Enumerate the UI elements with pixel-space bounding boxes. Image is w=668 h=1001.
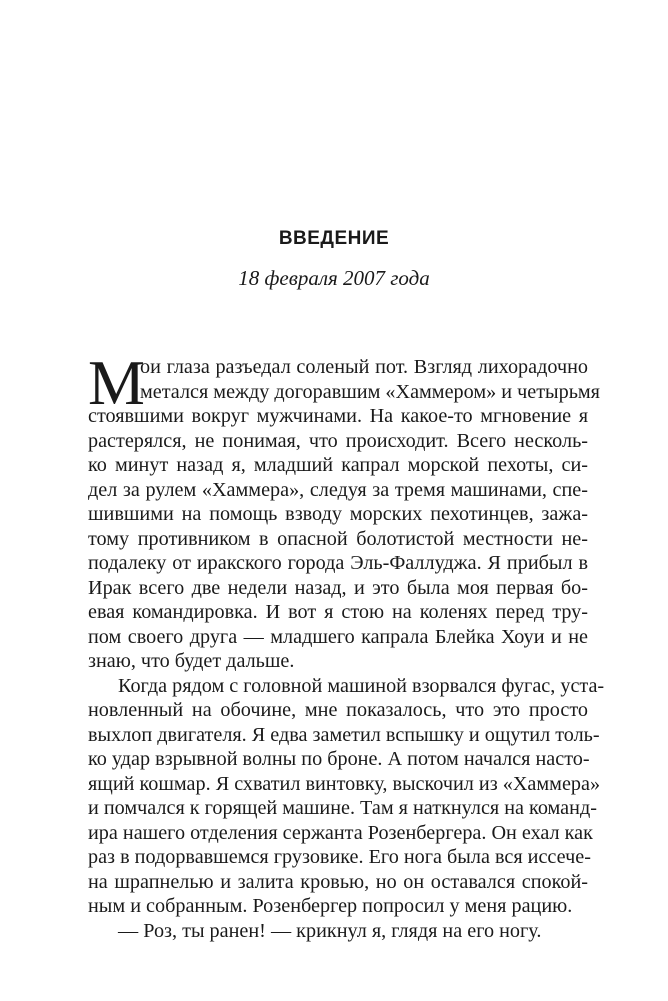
text-line: и помчался к горящей машине. Там я наткнулся на команд- <box>88 797 597 819</box>
paragraph-1 <box>88 347 600 674</box>
text-line: ящий кошмар. Я схватил винтовку, выскочил из «Хаммера» <box>88 772 601 795</box>
text-line: на шрапнелью и залита кровью, но он оставался спокой- <box>88 870 588 893</box>
text-line: знаю, что будет дальше. <box>88 650 295 672</box>
chapter-date: 18 февраля 2007 года <box>238 266 430 290</box>
text-line: ко удар взрывной волны по броне. А потом начался насто- <box>88 748 590 770</box>
text-line: растерялся, не понимая, что происходит. Всего несколь- <box>88 429 588 452</box>
text-line: шившими на помощь взводу морских пехотинцев, зажа- <box>88 503 588 525</box>
text-line: Когда рядом с головной машиной взорвался фугас, уста- <box>118 674 605 697</box>
text-line: метался между догоравшим «Хаммером» и четырьмя <box>140 380 600 403</box>
paragraph-3 <box>88 919 588 944</box>
chapter-title: ВВЕДЕНИЕ <box>278 228 390 249</box>
text-line: ои глаза разъедал соленый пот. Взгляд лихорадочно <box>140 356 588 378</box>
text-line: ко минут назад я, младший капрал морской пехоты, си- <box>88 454 588 476</box>
drop-cap: М <box>88 347 145 418</box>
text-line: новленный на обочине, мне показалось, что это просто <box>88 699 588 721</box>
text-line: ира нашего отделения сержанта Розенбергера. Он ехал как <box>88 821 593 844</box>
paragraph-2 <box>88 674 605 919</box>
text-line: — Роз, ты ранен! — крикнул я, глядя на его ногу. <box>118 919 542 942</box>
text-line: подалеку от иракского города Эль-Фаллуджа. Я прибыл в <box>88 552 588 574</box>
text-line: евая командировка. И вот я стою на коленях перед тру- <box>88 601 588 623</box>
text-line: Ирак всего две недели назад, и это была моя первая бо- <box>88 576 588 599</box>
text-line: выхлоп двигателя. Я едва заметил вспышку и ощутил толь- <box>88 723 600 746</box>
text-line: тому противником в опасной болотистой местности не- <box>88 527 588 550</box>
text-line: дел за рулем «Хаммера», следуя за тремя машинами, спе- <box>88 478 588 501</box>
text-line: ным и собранным. Розенбергер попросил у меня рацию. <box>88 895 573 917</box>
body-text <box>88 347 605 943</box>
text-line: раз в подорвавшемся грузовике. Его нога была вся иссече- <box>88 846 591 868</box>
text-line: стоявшими вокруг мужчинами. На какое-то мгновение я <box>88 405 588 427</box>
text-line: пом своего друга — младшего капрала Блейка Хоуи и не <box>88 625 588 648</box>
